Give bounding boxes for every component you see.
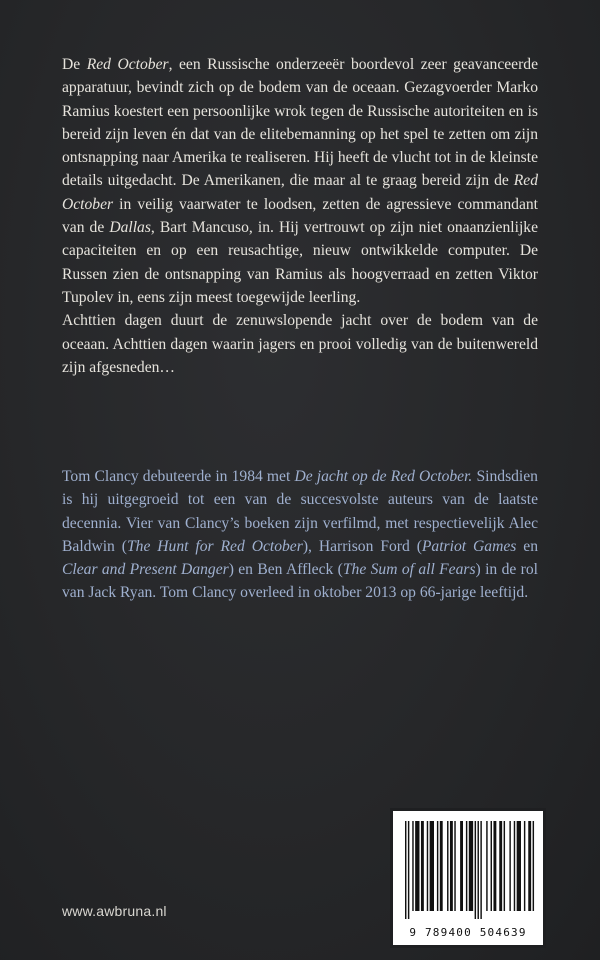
text-run: en xyxy=(516,537,538,555)
italic-title: Patriot Games xyxy=(421,537,517,555)
barcode-bar xyxy=(421,821,424,911)
author-bio-paragraph xyxy=(62,465,538,605)
barcode-bar xyxy=(514,821,515,911)
text-run: Tom Clancy debuteerde in 1984 met xyxy=(62,468,295,485)
text-run: Achttien dagen duurt de zenuwslopende jacht over de bodem van de oceaan. Achttien dagen waarin jagers en prooi volledig van de buitenwereld zijn afgesneden… xyxy=(62,312,538,376)
author-bio xyxy=(62,465,538,605)
barcode-bar xyxy=(478,821,479,919)
italic-title: De jacht op de Red October. xyxy=(294,468,473,485)
barcode-bar xyxy=(499,821,502,911)
barcode-bar xyxy=(475,821,476,919)
text-run: De xyxy=(62,56,87,73)
italic-title: Red October xyxy=(62,172,538,213)
italic-title: The Hunt for Red October xyxy=(126,537,303,555)
barcode-bar xyxy=(517,821,521,911)
barcode-bars xyxy=(401,819,535,919)
publisher-website: www.awbruna.nl xyxy=(62,903,167,919)
barcode-bar xyxy=(415,821,419,911)
barcode-bar xyxy=(524,821,525,911)
isbn-digits: 9 789400 504639 xyxy=(409,926,527,939)
barcode-bar xyxy=(430,821,434,911)
barcode-bar xyxy=(454,821,455,911)
barcode-bar xyxy=(528,821,531,911)
synopsis-text xyxy=(62,53,538,379)
text-run: ) in de rol van Jack Ryan. Tom Clancy overleed in oktober 2013 op 66-jarige leeftijd. xyxy=(62,561,539,602)
barcode-bar xyxy=(493,821,496,911)
italic-title: Dallas xyxy=(109,219,151,237)
text-run: in veilig vaarwater te loodsen, zetten de agressieve commandant van de xyxy=(62,195,538,237)
barcode-bar xyxy=(427,821,428,911)
barcode-bar xyxy=(412,821,413,911)
barcode-bar xyxy=(408,821,409,919)
barcode-bar xyxy=(469,821,473,911)
synopsis-paragraph-1 xyxy=(62,53,538,309)
text-run: Sindsdien is hij uitgegroeid tot een van de succesvolste auteurs van de laatste decennia. Vier van Clancy’s boeken zijn verfilmd, met respectievelijk Alec Baldwin ( xyxy=(62,468,538,555)
barcode-bar xyxy=(509,821,510,911)
text-run: , een Russische onderzeeër boordevol zeer geavanceerde apparatuur, bevindt zich op de bodem van de oceaan. Gezagvoerder Marko Ramius koestert een persoonlijke wrok tegen de Russische autoriteiten en is bereid zijn leven én dat van de elitebemanning op het spel te zetten om zijn ontsnapping naar Amerika te realiseren. Hij heeft de vlucht tot in de kleinste details uitgedacht. De Amerikanen, die maar al te graag bereid zijn de xyxy=(62,56,538,190)
barcode-bar xyxy=(440,821,443,911)
text-run: ) en Ben Affleck ( xyxy=(228,561,343,579)
barcode-bar xyxy=(486,821,487,911)
barcode-bar xyxy=(450,821,453,911)
barcode-bar xyxy=(491,821,492,911)
italic-title: Red October xyxy=(86,56,169,73)
text-run: ), Harrison Ford ( xyxy=(302,537,422,555)
synopsis-paragraph-2 xyxy=(62,309,538,379)
barcode-bar xyxy=(480,821,481,919)
barcode-bar xyxy=(533,821,534,911)
barcode-bar xyxy=(466,821,467,911)
italic-title: Clear and Present Danger xyxy=(62,561,229,579)
isbn-barcode xyxy=(390,808,546,948)
text-run: , Bart Mancuso, in. Hij vertrouwt op zijn niet onaanzienlijke capaciteiten en op een reusachtige, nieuw ontwikkelde computer. De Russen zien de ontsnapping van Ramius als hoogverraad en zetten Viktor Tupolev in, eens zijn meest toegewijde leerling. xyxy=(62,219,538,306)
barcode-bar xyxy=(460,821,463,911)
barcode-bar xyxy=(447,821,448,911)
barcode-bar xyxy=(437,821,438,911)
barcode-bar xyxy=(405,821,406,919)
italic-title: The Sum of all Fears xyxy=(342,561,476,579)
barcode-bar xyxy=(504,821,505,911)
